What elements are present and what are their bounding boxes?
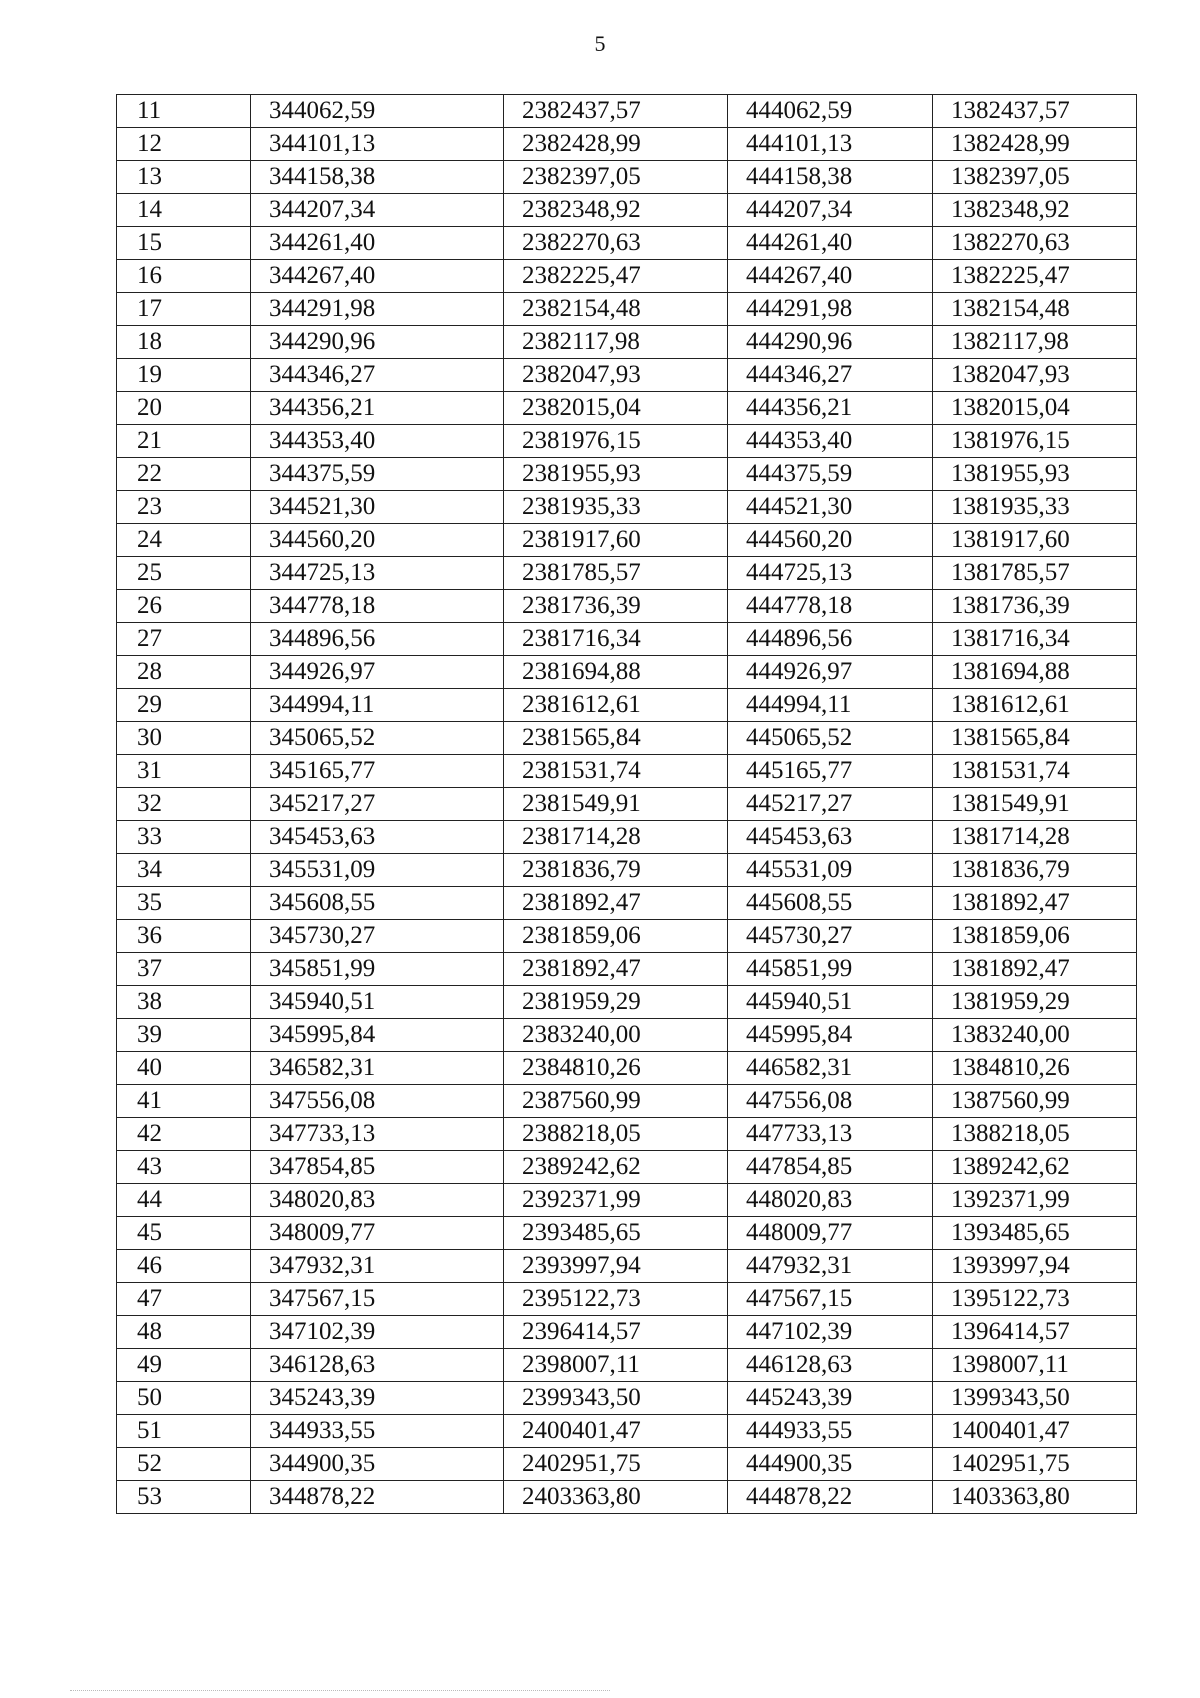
coordinate-cell: 344878,22 xyxy=(251,1481,504,1514)
coordinate-cell: 1402951,75 xyxy=(933,1448,1137,1481)
coordinate-cell: 445453,63 xyxy=(728,821,933,854)
coordinate-cell: 345531,09 xyxy=(251,854,504,887)
coordinate-cell: 447733,13 xyxy=(728,1118,933,1151)
coordinate-cell: 344290,96 xyxy=(251,326,504,359)
coordinate-cell: 447556,08 xyxy=(728,1085,933,1118)
coordinate-cell: 345940,51 xyxy=(251,986,504,1019)
table-row xyxy=(117,1217,1137,1250)
coordinate-cell: 1382015,04 xyxy=(933,392,1137,425)
coordinate-cell: 347556,08 xyxy=(251,1085,504,1118)
point-number-cell: 23 xyxy=(117,491,251,524)
coordinate-cell: 344062,59 xyxy=(251,95,504,128)
point-number-cell: 36 xyxy=(117,920,251,953)
coordinate-cell: 2403363,80 xyxy=(504,1481,728,1514)
coordinate-cell: 344353,40 xyxy=(251,425,504,458)
coordinate-cell: 1381955,93 xyxy=(933,458,1137,491)
coordinate-cell: 447102,39 xyxy=(728,1316,933,1349)
coordinate-cell: 345243,39 xyxy=(251,1382,504,1415)
coordinate-cell: 1381959,29 xyxy=(933,986,1137,1019)
coordinate-cell: 447567,15 xyxy=(728,1283,933,1316)
table-row xyxy=(117,260,1137,293)
point-number-cell: 42 xyxy=(117,1118,251,1151)
coordinate-cell: 445243,39 xyxy=(728,1382,933,1415)
coordinate-cell: 1396414,57 xyxy=(933,1316,1137,1349)
table-row xyxy=(117,161,1137,194)
coordinate-cell: 1381694,88 xyxy=(933,656,1137,689)
table-row xyxy=(117,953,1137,986)
coordinate-cell: 2381549,91 xyxy=(504,788,728,821)
table-row xyxy=(117,1151,1137,1184)
coordinate-cell: 445165,77 xyxy=(728,755,933,788)
coordinate-cell: 2382154,48 xyxy=(504,293,728,326)
coordinate-cell: 444062,59 xyxy=(728,95,933,128)
coordinate-cell: 1381714,28 xyxy=(933,821,1137,854)
coordinate-cell: 2382348,92 xyxy=(504,194,728,227)
coordinate-cell: 444725,13 xyxy=(728,557,933,590)
coordinate-cell: 348020,83 xyxy=(251,1184,504,1217)
coordinate-cell: 444896,56 xyxy=(728,623,933,656)
coordinate-cell: 2399343,50 xyxy=(504,1382,728,1415)
coordinate-cell: 1399343,50 xyxy=(933,1382,1137,1415)
table-row xyxy=(117,1085,1137,1118)
coordinates-table-body xyxy=(117,95,1137,1514)
point-number-cell: 38 xyxy=(117,986,251,1019)
coordinate-cell: 444375,59 xyxy=(728,458,933,491)
table-row xyxy=(117,491,1137,524)
table-row xyxy=(117,524,1137,557)
table-row xyxy=(117,194,1137,227)
table-row xyxy=(117,1118,1137,1151)
point-number-cell: 37 xyxy=(117,953,251,986)
coordinate-cell: 2387560,99 xyxy=(504,1085,728,1118)
point-number-cell: 26 xyxy=(117,590,251,623)
coordinate-cell: 444994,11 xyxy=(728,689,933,722)
coordinate-cell: 1381785,57 xyxy=(933,557,1137,590)
table-row xyxy=(117,887,1137,920)
table-row xyxy=(117,788,1137,821)
point-number-cell: 33 xyxy=(117,821,251,854)
coordinate-cell: 444158,38 xyxy=(728,161,933,194)
table-row xyxy=(117,359,1137,392)
coordinate-cell: 345453,63 xyxy=(251,821,504,854)
coordinate-cell: 2393997,94 xyxy=(504,1250,728,1283)
coordinate-cell: 444356,21 xyxy=(728,392,933,425)
coordinate-cell: 1381531,74 xyxy=(933,755,1137,788)
point-number-cell: 30 xyxy=(117,722,251,755)
point-number-cell: 50 xyxy=(117,1382,251,1415)
coordinate-cell: 2402951,75 xyxy=(504,1448,728,1481)
coordinate-cell: 344926,97 xyxy=(251,656,504,689)
coordinate-cell: 446128,63 xyxy=(728,1349,933,1382)
coordinate-cell: 448020,83 xyxy=(728,1184,933,1217)
coordinate-cell: 1403363,80 xyxy=(933,1481,1137,1514)
coordinate-cell: 444933,55 xyxy=(728,1415,933,1448)
coordinate-cell: 444207,34 xyxy=(728,194,933,227)
coordinate-cell: 1392371,99 xyxy=(933,1184,1137,1217)
coordinate-cell: 344725,13 xyxy=(251,557,504,590)
coordinate-cell: 1395122,73 xyxy=(933,1283,1137,1316)
coordinate-cell: 2381736,39 xyxy=(504,590,728,623)
table-row xyxy=(117,425,1137,458)
coordinate-cell: 2382015,04 xyxy=(504,392,728,425)
coordinate-cell: 2398007,11 xyxy=(504,1349,728,1382)
table-row xyxy=(117,722,1137,755)
coordinate-cell: 344291,98 xyxy=(251,293,504,326)
coordinate-cell: 2393485,65 xyxy=(504,1217,728,1250)
coordinate-cell: 2381565,84 xyxy=(504,722,728,755)
coordinate-cell: 348009,77 xyxy=(251,1217,504,1250)
point-number-cell: 18 xyxy=(117,326,251,359)
coordinate-cell: 2381694,88 xyxy=(504,656,728,689)
coordinate-cell: 344267,40 xyxy=(251,260,504,293)
coordinate-cell: 445940,51 xyxy=(728,986,933,1019)
coordinate-cell: 1381612,61 xyxy=(933,689,1137,722)
table-row xyxy=(117,590,1137,623)
page-number: 5 xyxy=(594,31,606,56)
coordinate-cell: 344778,18 xyxy=(251,590,504,623)
point-number-cell: 35 xyxy=(117,887,251,920)
table-row xyxy=(117,755,1137,788)
coordinate-cell: 444560,20 xyxy=(728,524,933,557)
coordinate-cell: 446582,31 xyxy=(728,1052,933,1085)
point-number-cell: 21 xyxy=(117,425,251,458)
coordinate-cell: 2382437,57 xyxy=(504,95,728,128)
coordinate-cell: 1382428,99 xyxy=(933,128,1137,161)
table-row xyxy=(117,986,1137,1019)
coordinate-cell: 344346,27 xyxy=(251,359,504,392)
coordinate-cell: 2381917,60 xyxy=(504,524,728,557)
point-number-cell: 31 xyxy=(117,755,251,788)
table-row xyxy=(117,821,1137,854)
coordinate-cell: 2383240,00 xyxy=(504,1019,728,1052)
coordinate-cell: 444267,40 xyxy=(728,260,933,293)
coordinate-cell: 444926,97 xyxy=(728,656,933,689)
coordinate-cell: 1382397,05 xyxy=(933,161,1137,194)
coordinate-cell: 1381716,34 xyxy=(933,623,1137,656)
table-row xyxy=(117,392,1137,425)
point-number-cell: 13 xyxy=(117,161,251,194)
coordinate-cell: 347932,31 xyxy=(251,1250,504,1283)
coordinate-cell: 2382225,47 xyxy=(504,260,728,293)
point-number-cell: 48 xyxy=(117,1316,251,1349)
coordinate-cell: 345217,27 xyxy=(251,788,504,821)
coordinate-cell: 1382047,93 xyxy=(933,359,1137,392)
coordinate-cell: 445217,27 xyxy=(728,788,933,821)
footer-rule xyxy=(70,1690,610,1691)
point-number-cell: 47 xyxy=(117,1283,251,1316)
table-row xyxy=(117,1019,1137,1052)
coordinate-cell: 2381612,61 xyxy=(504,689,728,722)
coordinate-cell: 1389242,62 xyxy=(933,1151,1137,1184)
table-row xyxy=(117,95,1137,128)
coordinate-cell: 2381714,28 xyxy=(504,821,728,854)
coordinate-cell: 1383240,00 xyxy=(933,1019,1137,1052)
coordinate-cell: 345730,27 xyxy=(251,920,504,953)
coordinate-cell: 347854,85 xyxy=(251,1151,504,1184)
coordinate-cell: 2381935,33 xyxy=(504,491,728,524)
coordinate-cell: 1400401,47 xyxy=(933,1415,1137,1448)
coordinate-cell: 445851,99 xyxy=(728,953,933,986)
table-row xyxy=(117,1481,1137,1514)
coordinate-cell: 344896,56 xyxy=(251,623,504,656)
point-number-cell: 22 xyxy=(117,458,251,491)
coordinate-cell: 2388218,05 xyxy=(504,1118,728,1151)
coordinate-cell: 344261,40 xyxy=(251,227,504,260)
point-number-cell: 27 xyxy=(117,623,251,656)
coordinate-cell: 444101,13 xyxy=(728,128,933,161)
point-number-cell: 12 xyxy=(117,128,251,161)
point-number-cell: 41 xyxy=(117,1085,251,1118)
coordinate-cell: 1381859,06 xyxy=(933,920,1137,953)
table-row xyxy=(117,1250,1137,1283)
coordinate-cell: 444353,40 xyxy=(728,425,933,458)
table-row xyxy=(117,689,1137,722)
coordinate-cell: 2382117,98 xyxy=(504,326,728,359)
coordinate-cell: 346128,63 xyxy=(251,1349,504,1382)
coordinate-cell: 1382437,57 xyxy=(933,95,1137,128)
coordinate-cell: 444900,35 xyxy=(728,1448,933,1481)
coordinate-cell: 2381859,06 xyxy=(504,920,728,953)
coordinate-cell: 345995,84 xyxy=(251,1019,504,1052)
coordinate-cell: 1382348,92 xyxy=(933,194,1137,227)
coordinate-cell: 344933,55 xyxy=(251,1415,504,1448)
table-row xyxy=(117,1184,1137,1217)
coordinate-cell: 1382154,48 xyxy=(933,293,1137,326)
coordinate-cell: 2381892,47 xyxy=(504,953,728,986)
point-number-cell: 46 xyxy=(117,1250,251,1283)
coordinate-cell: 344994,11 xyxy=(251,689,504,722)
table-row xyxy=(117,920,1137,953)
coordinate-cell: 344158,38 xyxy=(251,161,504,194)
table-row xyxy=(117,656,1137,689)
coordinate-cell: 345065,52 xyxy=(251,722,504,755)
coordinate-cell: 2381785,57 xyxy=(504,557,728,590)
coordinate-cell: 344356,21 xyxy=(251,392,504,425)
coordinate-cell: 2400401,47 xyxy=(504,1415,728,1448)
coordinate-cell: 445730,27 xyxy=(728,920,933,953)
coordinate-cell: 347733,13 xyxy=(251,1118,504,1151)
coordinate-cell: 444261,40 xyxy=(728,227,933,260)
coordinate-cell: 344207,34 xyxy=(251,194,504,227)
coordinate-cell: 444878,22 xyxy=(728,1481,933,1514)
table-row xyxy=(117,293,1137,326)
table-row xyxy=(117,128,1137,161)
coordinate-cell: 445995,84 xyxy=(728,1019,933,1052)
coordinate-cell: 2381892,47 xyxy=(504,887,728,920)
coordinate-cell: 2382428,99 xyxy=(504,128,728,161)
coordinate-cell: 1381892,47 xyxy=(933,953,1137,986)
table-row xyxy=(117,854,1137,887)
coordinate-cell: 1382225,47 xyxy=(933,260,1137,293)
table-row xyxy=(117,1283,1137,1316)
coordinate-cell: 444290,96 xyxy=(728,326,933,359)
coordinate-cell: 445065,52 xyxy=(728,722,933,755)
coordinate-cell: 1381976,15 xyxy=(933,425,1137,458)
point-number-cell: 39 xyxy=(117,1019,251,1052)
coordinate-cell: 345165,77 xyxy=(251,755,504,788)
table-row xyxy=(117,1052,1137,1085)
coordinate-cell: 344101,13 xyxy=(251,128,504,161)
coordinate-cell: 344900,35 xyxy=(251,1448,504,1481)
table-row xyxy=(117,623,1137,656)
coordinate-cell: 347567,15 xyxy=(251,1283,504,1316)
coordinate-cell: 2395122,73 xyxy=(504,1283,728,1316)
point-number-cell: 11 xyxy=(117,95,251,128)
point-number-cell: 25 xyxy=(117,557,251,590)
point-number-cell: 24 xyxy=(117,524,251,557)
coordinate-cell: 2381955,93 xyxy=(504,458,728,491)
coordinate-cell: 2382397,05 xyxy=(504,161,728,194)
point-number-cell: 32 xyxy=(117,788,251,821)
point-number-cell: 29 xyxy=(117,689,251,722)
coordinate-cell: 448009,77 xyxy=(728,1217,933,1250)
coordinate-cell: 2384810,26 xyxy=(504,1052,728,1085)
coordinates-table xyxy=(116,94,1137,1514)
table-row xyxy=(117,1448,1137,1481)
coordinate-cell: 1388218,05 xyxy=(933,1118,1137,1151)
coordinate-cell: 2381716,34 xyxy=(504,623,728,656)
point-number-cell: 28 xyxy=(117,656,251,689)
point-number-cell: 17 xyxy=(117,293,251,326)
coordinate-cell: 1382117,98 xyxy=(933,326,1137,359)
coordinate-cell: 444291,98 xyxy=(728,293,933,326)
coordinate-cell: 2381836,79 xyxy=(504,854,728,887)
coordinate-cell: 2381976,15 xyxy=(504,425,728,458)
table-row xyxy=(117,1316,1137,1349)
point-number-cell: 53 xyxy=(117,1481,251,1514)
coordinate-cell: 444778,18 xyxy=(728,590,933,623)
table-row xyxy=(117,227,1137,260)
coordinate-cell: 2382047,93 xyxy=(504,359,728,392)
point-number-cell: 45 xyxy=(117,1217,251,1250)
coordinate-cell: 1381549,91 xyxy=(933,788,1137,821)
point-number-cell: 19 xyxy=(117,359,251,392)
coordinate-cell: 1381565,84 xyxy=(933,722,1137,755)
coordinate-cell: 1381836,79 xyxy=(933,854,1137,887)
table-row xyxy=(117,458,1137,491)
point-number-cell: 14 xyxy=(117,194,251,227)
coordinate-cell: 444521,30 xyxy=(728,491,933,524)
coordinate-cell: 2382270,63 xyxy=(504,227,728,260)
point-number-cell: 49 xyxy=(117,1349,251,1382)
coordinate-cell: 2396414,57 xyxy=(504,1316,728,1349)
coordinate-cell: 1381736,39 xyxy=(933,590,1137,623)
coordinate-cell: 2389242,62 xyxy=(504,1151,728,1184)
table-row xyxy=(117,326,1137,359)
table-row xyxy=(117,1382,1137,1415)
point-number-cell: 20 xyxy=(117,392,251,425)
coordinate-cell: 345608,55 xyxy=(251,887,504,920)
coordinate-cell: 445608,55 xyxy=(728,887,933,920)
point-number-cell: 44 xyxy=(117,1184,251,1217)
coordinate-cell: 2381959,29 xyxy=(504,986,728,1019)
point-number-cell: 51 xyxy=(117,1415,251,1448)
point-number-cell: 34 xyxy=(117,854,251,887)
coordinate-cell: 1398007,11 xyxy=(933,1349,1137,1382)
coordinate-cell: 444346,27 xyxy=(728,359,933,392)
point-number-cell: 40 xyxy=(117,1052,251,1085)
table-row xyxy=(117,557,1137,590)
coordinate-cell: 447854,85 xyxy=(728,1151,933,1184)
coordinate-cell: 1393485,65 xyxy=(933,1217,1137,1250)
coordinate-cell: 346582,31 xyxy=(251,1052,504,1085)
coordinate-cell: 1381935,33 xyxy=(933,491,1137,524)
coordinate-cell: 1387560,99 xyxy=(933,1085,1137,1118)
point-number-cell: 43 xyxy=(117,1151,251,1184)
table-row xyxy=(117,1415,1137,1448)
coordinate-cell: 2392371,99 xyxy=(504,1184,728,1217)
table-row xyxy=(117,1349,1137,1382)
coordinate-cell: 447932,31 xyxy=(728,1250,933,1283)
point-number-cell: 16 xyxy=(117,260,251,293)
coordinate-cell: 344521,30 xyxy=(251,491,504,524)
coordinate-cell: 1382270,63 xyxy=(933,227,1137,260)
coordinate-cell: 345851,99 xyxy=(251,953,504,986)
point-number-cell: 52 xyxy=(117,1448,251,1481)
coordinate-cell: 344560,20 xyxy=(251,524,504,557)
coordinate-cell: 1381892,47 xyxy=(933,887,1137,920)
coordinate-cell: 1393997,94 xyxy=(933,1250,1137,1283)
coordinate-cell: 2381531,74 xyxy=(504,755,728,788)
coordinate-cell: 445531,09 xyxy=(728,854,933,887)
coordinate-cell: 344375,59 xyxy=(251,458,504,491)
coordinate-cell: 347102,39 xyxy=(251,1316,504,1349)
coordinate-cell: 1384810,26 xyxy=(933,1052,1137,1085)
coordinate-cell: 1381917,60 xyxy=(933,524,1137,557)
point-number-cell: 15 xyxy=(117,227,251,260)
